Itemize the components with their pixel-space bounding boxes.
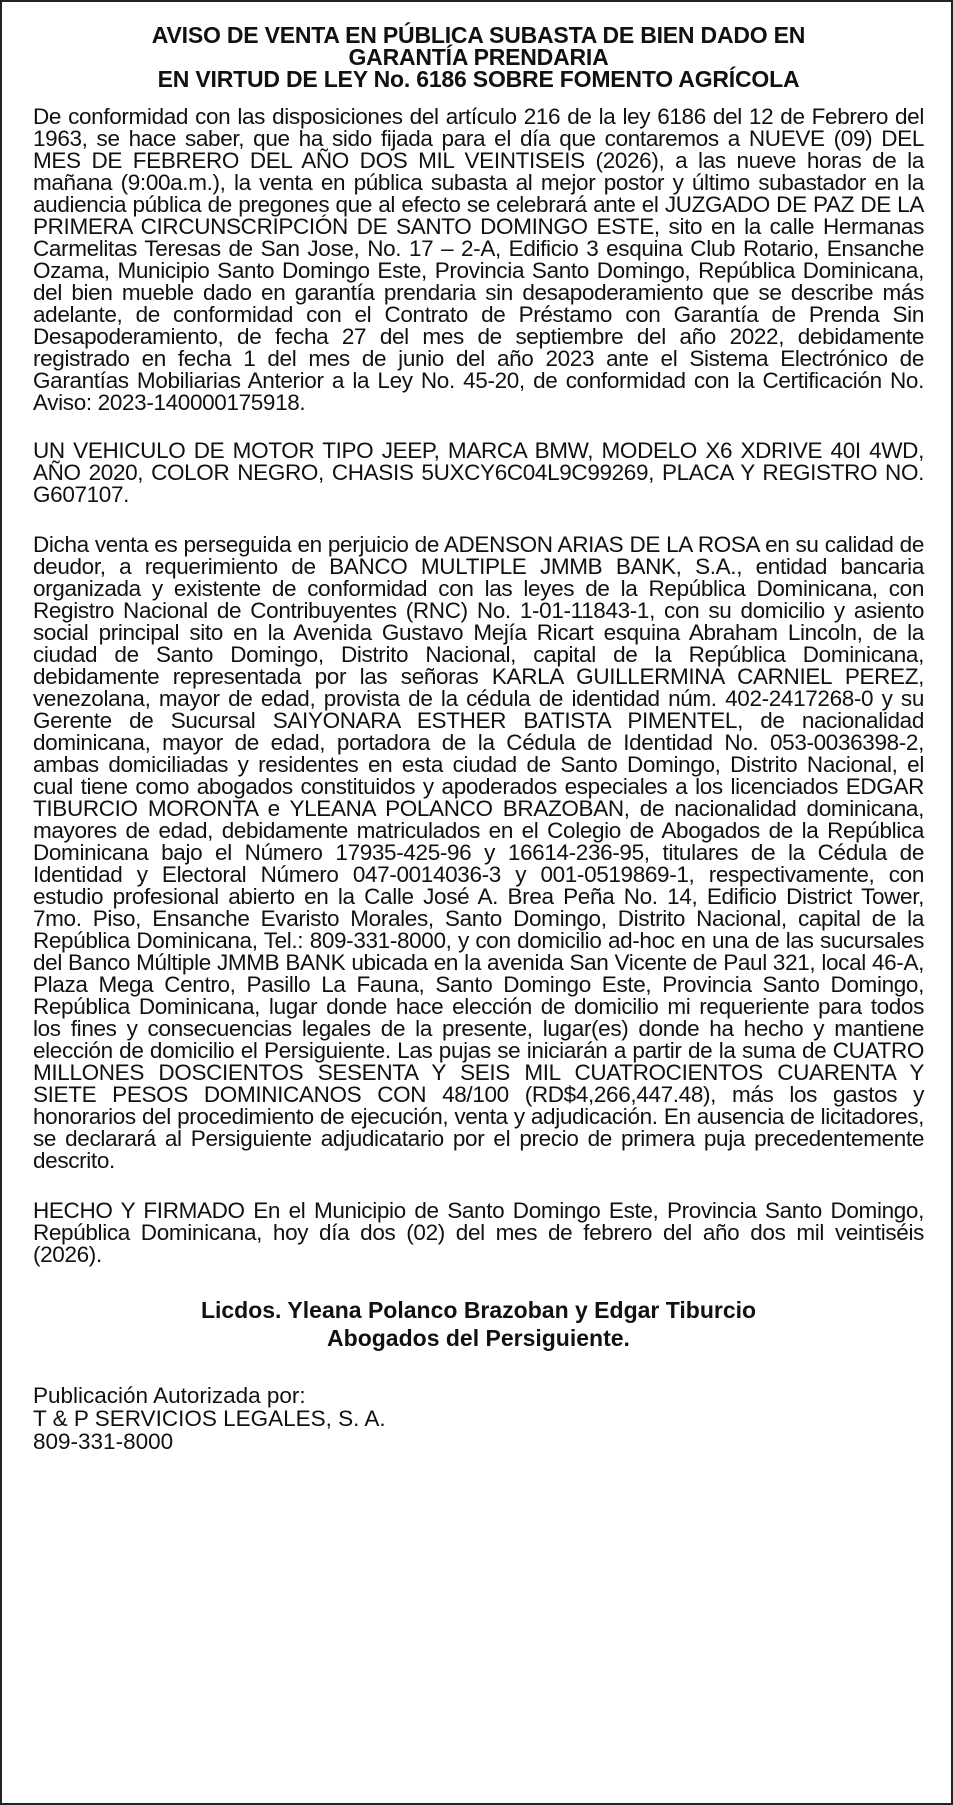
footer-phone: 809-331-8000	[33, 1429, 174, 1454]
title-line: EN VIRTUD DE LEY No. 6186 SOBRE FOMENTO AGRÍCOLA	[157, 66, 800, 92]
signature-names: Licdos. Yleana Polanco Brazoban y Edgar Tiburcio	[200, 1297, 757, 1323]
signature-block	[33, 1296, 924, 1352]
title-line: GARANTÍA PRENDARIA	[348, 44, 609, 70]
vehicle-description: UN VEHICULO DE MOTOR TIPO JEEP, MARCA BMW, MODELO X6 XDRIVE 40I 4WD, AÑO 2020, COLOR NEGRO, CHASIS 5UXCY6C04L9C99269, PLACA Y REGISTRO NO. G607107.	[33, 438, 924, 507]
footer-authorized-label: Publicación Autorizada por:	[33, 1383, 306, 1408]
signed-paragraph: HECHO Y FIRMADO En el Municipio de Santo Domingo Este, Provincia Santo Domingo, República Dominicana, hoy día dos (02) del mes de febrero del año dos mil veintiséis (2026).	[33, 1198, 924, 1267]
notice-title	[33, 24, 924, 90]
parties-paragraph: Dicha venta es perseguida en perjuicio de ADENSON ARIAS DE LA ROSA en su calidad de deudor, a requerimiento de BANCO MULTIPLE JMMB BANK, S.A., entidad bancaria organizada y existente de conformidad con las leyes de la República Dominicana, con Registro Nacional de Contribuyentes (RNC) No. 1-01-11843-1, con su domicilio y asiento social principal sito en la Avenida Gustavo Mejía Ricart esquina Abraham Lincoln, de la ciudad de Santo Domingo, Distrito Nacional, capital de la República Dominicana, debidamente representada por las señoras KARLA GUILLERMINA CARNIEL PEREZ, venezolana, mayor de edad, provista de la cédula de identidad núm. 402-2417268-0 y su Gerente de Sucursal SAIYONARA ESTHER BATISTA PIMENTEL, de nacionalidad dominicana, mayor de edad, portadora de la Cédula de Identidad No. 053-0036398-2, ambas domiciliadas y residentes en esta ciudad de Santo Domingo, Distrito Nacional, el cual tiene como abogados constituidos y apoderados especiales a los licenciados EDGAR TIBURCIO MORONTA e YLEANA POLANCO BRAZOBAN, de nacionalidad dominicana, mayores de edad, debidamente matriculados en el Colegio de Abogados de la República Dominicana bajo el Número 17935-425-96 y 16614-236-95, titulares de la Cédula de Identidad y Electoral Número 047-0014036-3 y 001-0519869-1, respectivamente, con estudio profesional abierto en la Calle José A. Brea Peña No. 14, Edificio District Tower, 7mo. Piso, Ensanche Evaristo Morales, Santo Domingo, Distrito Nacional, capital de la República Dominicana, Tel.: 809-331-8000, y con domicilio ad-hoc en una de las sucursales del Banco Múltiple JMMB BANK ubicada en la avenida San Vicente de Paul 321, local 46-A, Plaza Mega Centro, Pasillo La Fauna, Santo Domingo Este, Provincia Santo Domingo, República Dominicana, lugar donde hace elección de domicilio mi requeriente para todos los fines y consecuencias legales de la presente, lugar(es) donde ha hecho y mantiene elección de domicilio el Persiguiente. Las pujas se iniciarán a partir de la suma de CUATRO MILLONES DOSCIENTOS SESENTA Y SEIS MIL CUATROCIENTOS CUARENTA Y SIETE PESOS DOMINICANOS CON 48/100 (RD$4,266,447.48), más los gastos y honorarios del procedimiento de ejecución, venta y adjudicación. En ausencia de licitadores, se declarará al Persiguiente adjudicatario por el precio de primera puja precedentemente descrito.	[33, 532, 924, 1173]
notice-content	[33, 24, 924, 1453]
intro-paragraph: De conformidad con las disposiciones del artículo 216 de la ley 6186 del 12 de Febrero del 1963, se hace saber, que ha sido fijada para el día que contaremos a NUEVE (09) DEL MES DE FEBRERO DEL AÑO DOS MIL VEINTISEIS (2026), a las nueve horas de la mañana (9:00a.m.), la venta en pública subasta al mejor postor y último subastador en la audiencia pública de pregones que al efecto se celebrará ante el JUZGADO DE PAZ DE LA PRIMERA CIRCUNSCRIPCIÓN DE SANTO DOMINGO ESTE, sito en la calle Hermanas Carmelitas Teresas de San Jose, No. 17 – 2-A, Edificio 3 esquina Club Rotario, Ensanche Ozama, Municipio Santo Domingo Este, Provincia Santo Domingo, República Dominicana, del bien mueble dado en garantía prendaria sin desapoderamiento que se describe más adelante, de conformidad con el Contrato de Préstamo con Garantía de Prenda Sin Desapoderamiento, de fecha 27 del mes de septiembre del año 2022, debidamente registrado en fecha 1 del mes de junio del año 2023 ante el Sistema Electrónico de Garantías Mobiliarias Anterior a la Ley No. 45-20, de conformidad con la Certificación No. Aviso: 2023-140000175918.	[33, 104, 924, 415]
publication-footer	[33, 1384, 924, 1453]
footer-company: T & P SERVICIOS LEGALES, S. A.	[33, 1406, 386, 1431]
signature-role: Abogados del Persiguiente.	[327, 1325, 630, 1351]
title-line: AVISO DE VENTA EN PÚBLICA SUBASTA DE BIEN DADO EN	[151, 22, 806, 48]
